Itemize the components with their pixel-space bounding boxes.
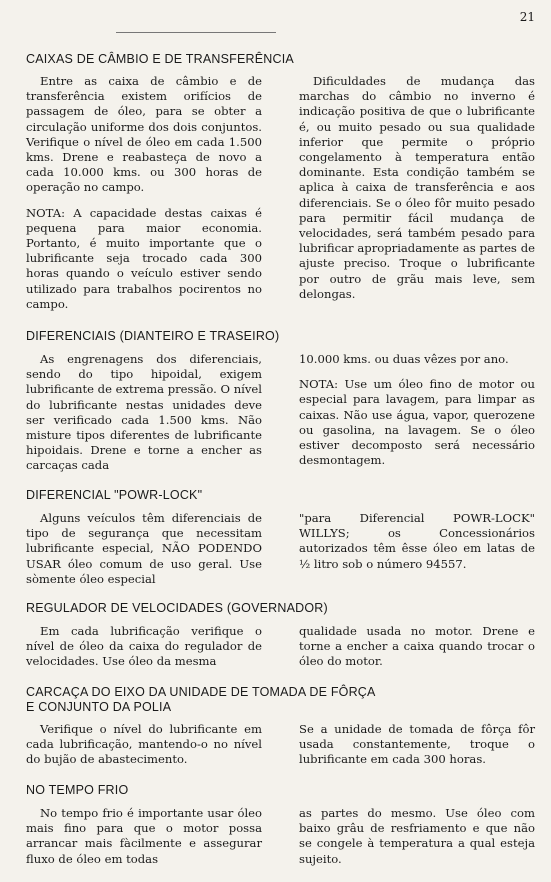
note-paragraph: NOTA: Use um óleo fino de motor ou especial para lavagem, para limpar as caixas. Não use água, vapor, querozene ou gasolina, na lavagem. Se o óleo estiver decomposto será necessário desmontagem. <box>299 377 535 468</box>
paragraph: Verifique o nível do lubrificante em cada lubrificação, mantendo-o no nível do bujão de abastecimento. <box>26 722 262 767</box>
section-diferenciais-left-column <box>26 352 262 484</box>
paragraph: As engrenagens dos diferenciais, sendo do tipo hipoidal, exigem lubrificante de extrema pressão. O nível do lubrificante nestas unidades deve ser verificado cada 1.500 kms. Não misture tipos diferentes de lubrificante hipoidais. Drene e torne a encher as carcaças cada <box>26 352 262 473</box>
section-diferenciais-right-column <box>299 352 535 478</box>
section-heading-caixas-cambio: CAIXAS DE CÂMBIO E DE TRANSFERÊNCIA <box>26 52 294 66</box>
paragraph: "para Diferencial POWR-LOCK" WILLYS; os Concessionários autorizados têm êsse óleo em latas de ½ litro sob o número 94557. <box>299 511 535 571</box>
paragraph: Em cada lubrificação verifique o nível de óleo da caixa do regulador de velocidades. Use óleo da mesma <box>26 624 262 669</box>
page-number: 21 <box>519 10 535 24</box>
section-carcaca-eixo-right-column <box>299 722 535 778</box>
paragraph: Entre as caixa de câmbio e de transferência existem orifícios de passagem de óleo, para se obter a circulação uniforme dos dois conjuntos. Verifique o nível de óleo em cada 1.500 kms. Drene e reabasteça de novo a cada 10.000 kms. ou 300 horas de operação no campo. <box>26 74 262 195</box>
section-powr-lock-left-column <box>26 511 262 597</box>
section-powr-lock-right-column <box>299 511 535 582</box>
paragraph: No tempo frio é importante usar óleo mais fino para que o motor possa arrancar mais fàcilmente e assegurar fluxo de óleo em todas <box>26 806 262 866</box>
section-heading-diferenciais: DIFERENCIAIS (DIANTEIRO E TRASEIRO) <box>26 329 280 343</box>
section-carcaca-eixo-left-column <box>26 722 262 778</box>
note-paragraph: NOTA: A capacidade destas caixas é pequena para maior economia. Portanto, é muito importante que o lubrificante seja trocado cada 300 horas quando o veículo estiver sendo utilizado para trabalhos pocirentos no campo. <box>26 205 262 311</box>
paragraph: 10.000 kms. ou duas vêzes por ano. <box>299 352 509 366</box>
section-tempo-frio-right-column <box>299 806 535 877</box>
section-caixas-cambio-left-column <box>26 74 262 322</box>
section-tempo-frio-left-column <box>26 806 262 877</box>
section-heading-tempo-frio: NO TEMPO FRIO <box>26 783 129 797</box>
paragraph: Dificuldades de mudança das marchas do câmbio no inverno é indicação positiva de que o lubrificante é, ou muito pesado ou sua qualidade inferior que permite o próprio congelamento à temperatura então dominante. Esta condição também se aplica à caixa de transferência e aos diferenciais. Se o óleo fôr muito pesado para permitir fácil mudança de velocidades, será também pesado para lubrificar apropriadamente as partes de ajuste preciso. Troque o lubrificante por outro de grãu mais leve, sem delongas. <box>299 74 535 301</box>
paragraph: Se a unidade de tomada de fôrça fôr usada constantemente, troque o lubrificante em cada 300 horas. <box>299 722 535 767</box>
section-caixas-cambio-right-column <box>299 74 535 312</box>
section-regulador-right-column <box>299 624 535 680</box>
section-regulador-left-column <box>26 624 262 680</box>
top-rule <box>116 32 276 33</box>
section-heading-regulador: REGULADOR DE VELOCIDADES (GOVERNADOR) <box>26 601 328 615</box>
paragraph: as partes do mesmo. Use óleo com baixo grâu de resfriamento e que não se congele à temperatura a qual esteja sujeito. <box>299 806 535 866</box>
paragraph: Alguns veículos têm diferenciais de tipo de segurança que necessitam lubrificante especial, NÃO PODENDO USAR óleo comum de uso geral. Use sòmente óleo especial <box>26 511 262 586</box>
section-heading-powr-lock: DIFERENCIAL "POWR-LOCK" <box>26 488 203 502</box>
section-heading-carcaca-eixo: CARCAÇA DO EIXO DA UNIDADE DE TOMADA DE FÔRÇA E CONJUNTO DA POLIA <box>26 685 376 714</box>
paragraph: qualidade usada no motor. Drene e torne a encher a caixa quando trocar o óleo do motor. <box>299 624 535 669</box>
